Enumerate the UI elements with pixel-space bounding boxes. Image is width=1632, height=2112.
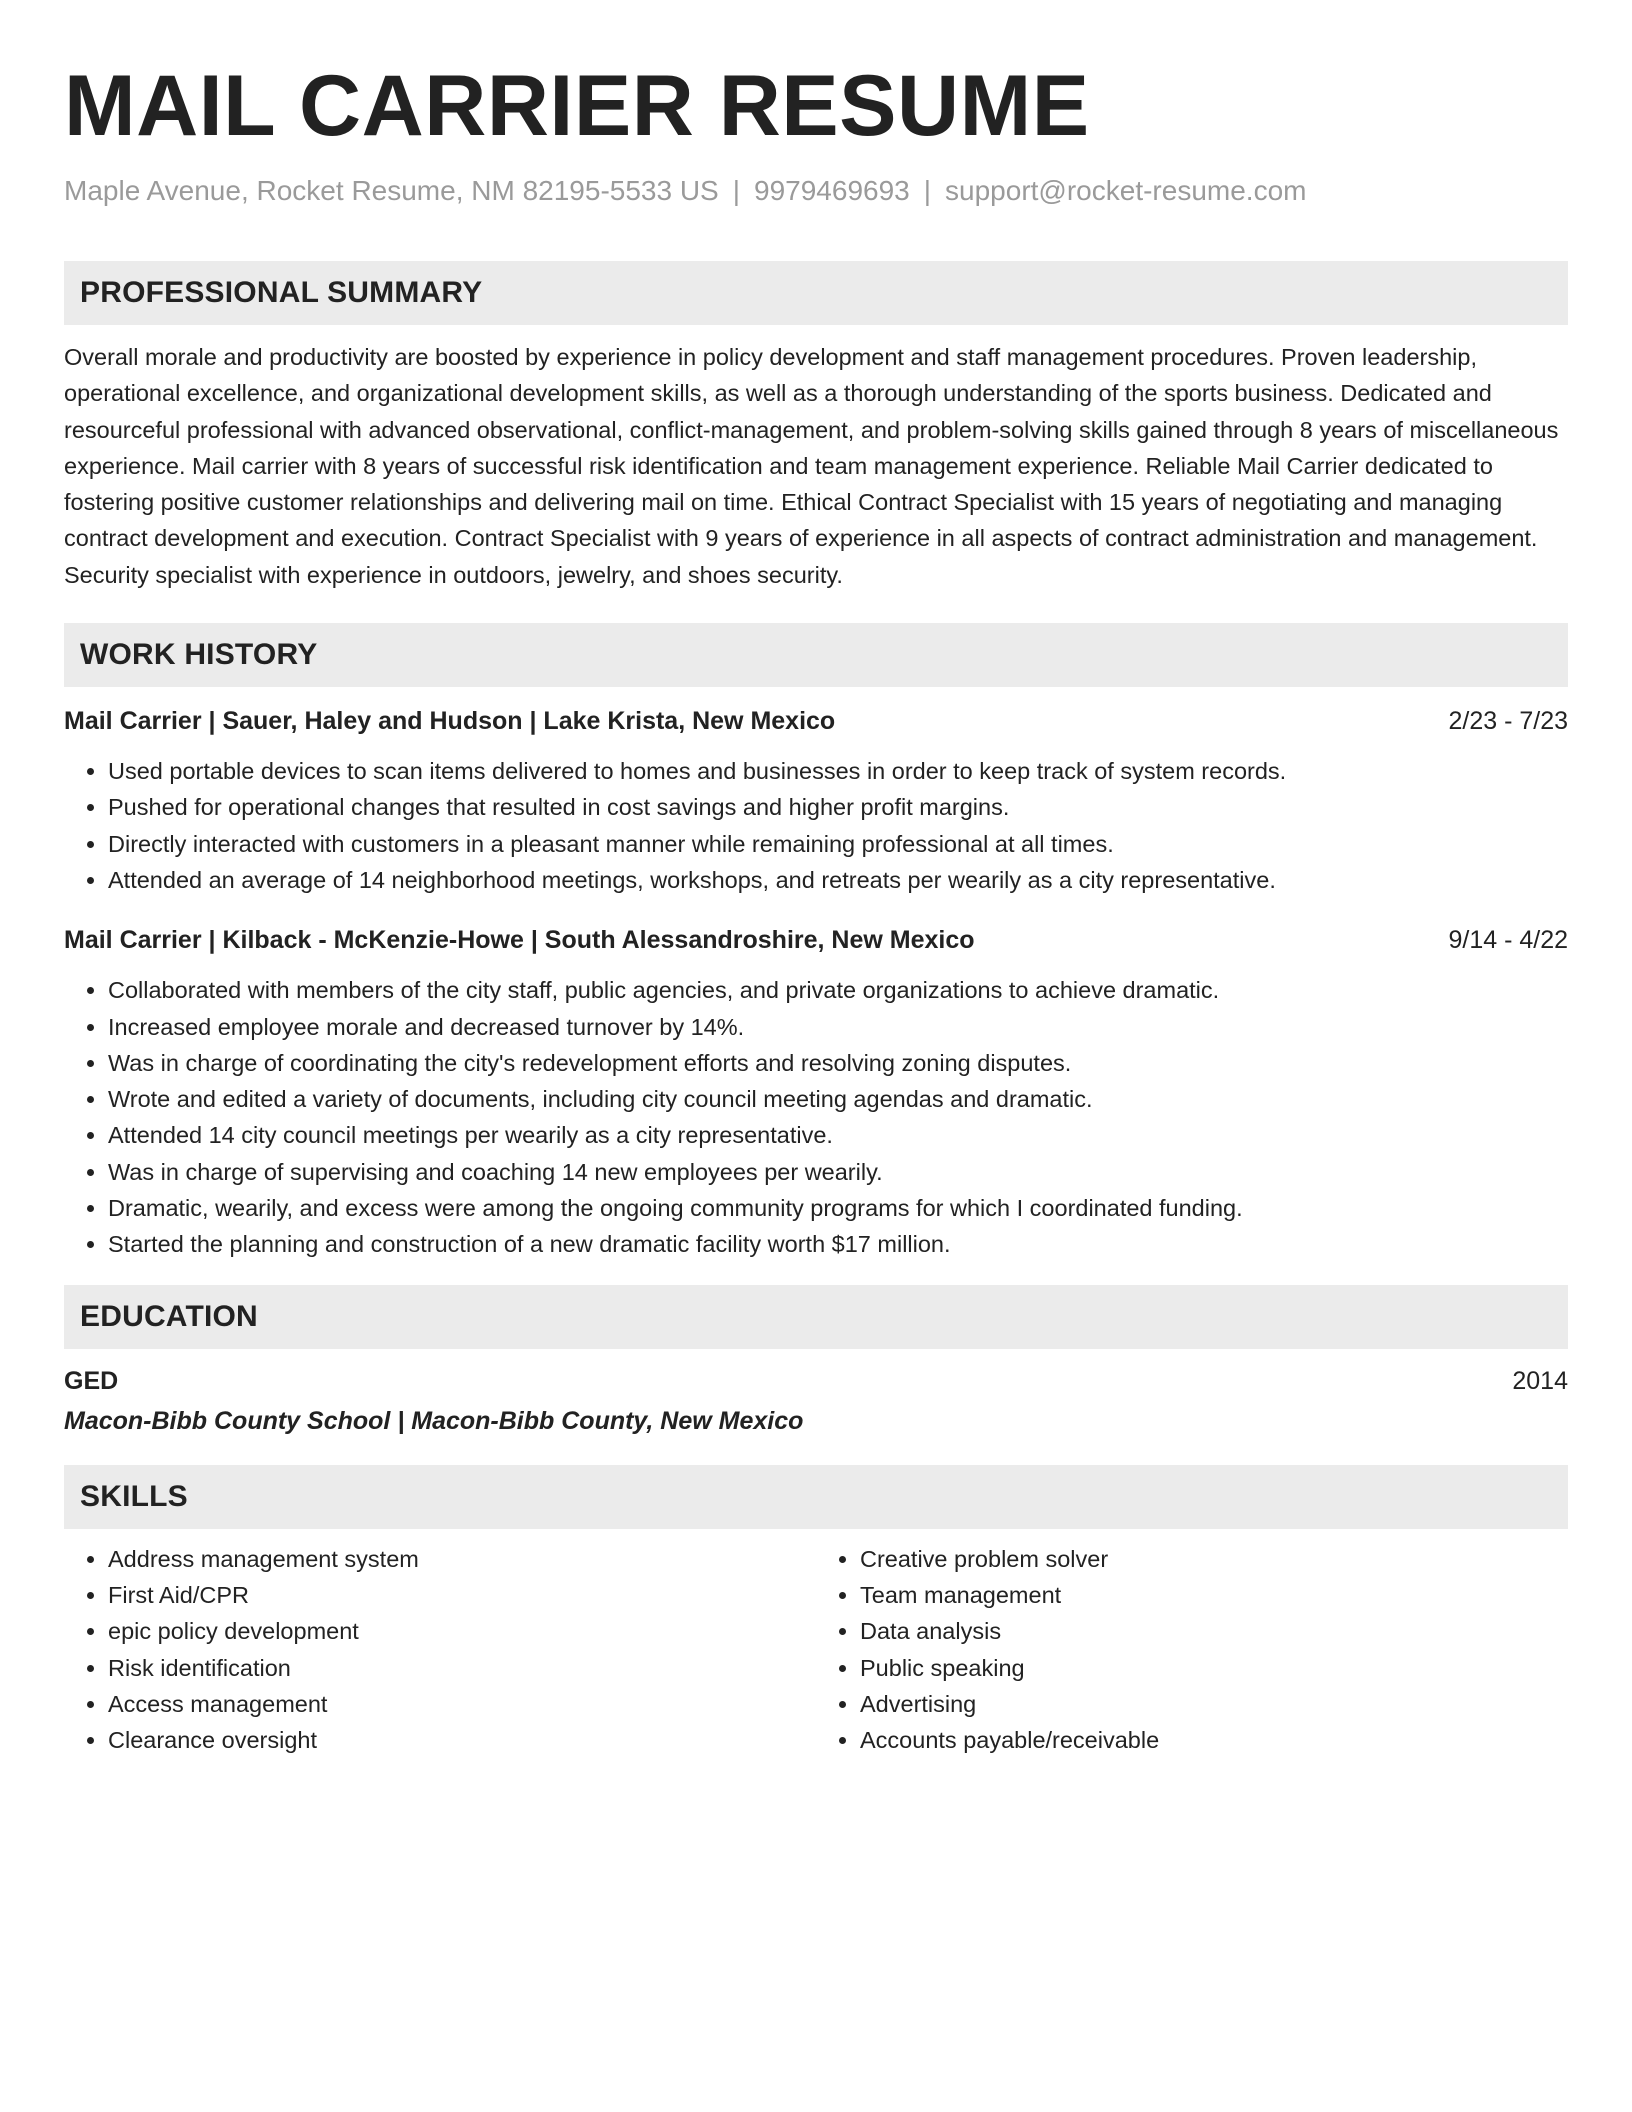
education-heading: EDUCATION (64, 1285, 1568, 1349)
work-history-section (64, 623, 1568, 1263)
skills-column-left (64, 1541, 816, 1759)
job-bullet: • Directly interacted with customers in a pleasant manner while remaining professional at all times. (108, 826, 1568, 862)
job-header (64, 703, 1568, 739)
contact-separator: | (732, 175, 741, 206)
job-entry (64, 922, 1568, 1262)
job-entry (64, 703, 1568, 898)
education-section (64, 1285, 1568, 1441)
contact-phone: 9979469693 (754, 175, 910, 206)
summary-section (64, 261, 1568, 593)
job-bullet: • Started the planning and construction of a new dramatic facility worth $17 million. (108, 1226, 1568, 1262)
job-bullet: • Dramatic, wearily, and excess were among the ongoing community programs for which I coordinated funding. (108, 1190, 1568, 1226)
contact-separator: | (923, 175, 932, 206)
skill-item: • Risk identification (108, 1650, 816, 1686)
job-bullet: • Attended an average of 14 neighborhood meetings, workshops, and retreats per wearily as a city representative. (108, 862, 1568, 898)
skills-heading: SKILLS (64, 1465, 1568, 1529)
job-title: Mail Carrier | Kilback - McKenzie-Howe | South Alessandroshire, New Mexico (64, 926, 975, 955)
skills-grid (64, 1541, 1568, 1759)
education-year: 2014 (1512, 1366, 1568, 1395)
education-school: Macon-Bibb County School | Macon-Bibb County, New Mexico (64, 1406, 804, 1435)
education-header (64, 1363, 1568, 1399)
job-bullet: • Used portable devices to scan items delivered to homes and businesses in order to keep track of system records. (108, 753, 1568, 789)
contact-email: support@rocket-resume.com (945, 175, 1307, 206)
job-bullet: • Pushed for operational changes that resulted in cost savings and higher profit margins. (108, 789, 1568, 825)
skill-item: • Team management (860, 1577, 1568, 1613)
job-header (64, 922, 1568, 958)
skill-item: • Address management system (108, 1541, 816, 1577)
job-bullet: • Increased employee morale and decreased turnover by 14%. (108, 1009, 1568, 1045)
job-dates: 9/14 - 4/22 (1448, 926, 1568, 955)
contact-line (64, 172, 1568, 210)
job-bullets (64, 972, 1568, 1262)
job-bullets (64, 753, 1568, 898)
job-bullet: • Was in charge of supervising and coaching 14 new employees per wearily. (108, 1154, 1568, 1190)
skill-item: • Public speaking (860, 1650, 1568, 1686)
skill-item: • Accounts payable/receivable (860, 1722, 1568, 1758)
job-dates: 2/23 - 7/23 (1448, 707, 1568, 736)
skill-item: • Data analysis (860, 1613, 1568, 1649)
job-bullet: • Was in charge of coordinating the city's redevelopment efforts and resolving zoning disputes. (108, 1045, 1568, 1081)
summary-heading: PROFESSIONAL SUMMARY (64, 261, 1568, 325)
skills-column-right (816, 1541, 1568, 1759)
skills-section (64, 1465, 1568, 1759)
skill-item: • Creative problem solver (860, 1541, 1568, 1577)
summary-text: Overall morale and productivity are boosted by experience in policy development and staff management procedures. Proven leadership, operational excellence, and organizational development skills, as well as a thorough understanding of the sports business. Dedicated and resourceful professional with advanced observational, conflict-management, and problem-solving skills gained through 8 years of miscellaneous experience. Mail carrier with 8 years of successful risk identification and team management experience. Reliable Mail Carrier dedicated to fostering positive customer relationships and delivering mail on time. Ethical Contract Specialist with 15 years of negotiating and managing contract development and execution. Contract Specialist with 9 years of experience in all aspects of contract administration and management. Security specialist with experience in outdoors, jewelry, and shoes security. (64, 344, 1559, 588)
resume-title: MAIL CARRIER RESUME (64, 58, 1090, 154)
contact-address: Maple Avenue, Rocket Resume, NM 82195-5533 US (64, 175, 719, 206)
skill-item: • Advertising (860, 1686, 1568, 1722)
skill-item: • First Aid/CPR (108, 1577, 816, 1613)
skill-item: • Access management (108, 1686, 816, 1722)
job-title: Mail Carrier | Sauer, Haley and Hudson | Lake Krista, New Mexico (64, 707, 836, 736)
job-bullet: • Attended 14 city council meetings per wearily as a city representative. (108, 1117, 1568, 1153)
skill-item: • epic policy development (108, 1613, 816, 1649)
education-degree: GED (64, 1366, 119, 1395)
work-history-heading: WORK HISTORY (64, 623, 1568, 687)
skill-item: • Clearance oversight (108, 1722, 816, 1758)
job-bullet: • Wrote and edited a variety of documents, including city council meeting agendas and dramatic. (108, 1081, 1568, 1117)
job-bullet: • Collaborated with members of the city staff, public agencies, and private organizations to achieve dramatic. (108, 972, 1568, 1008)
